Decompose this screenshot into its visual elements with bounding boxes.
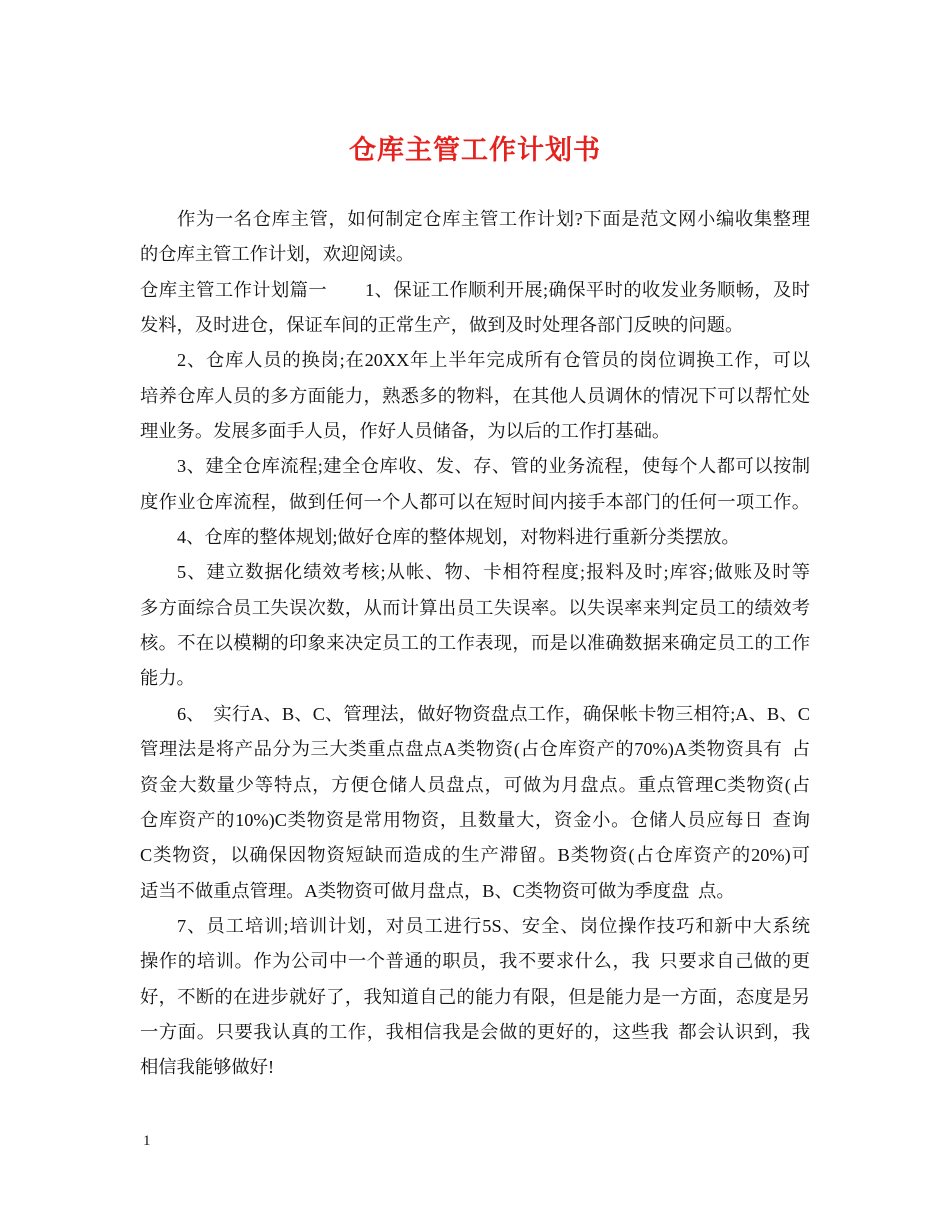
text-line: 相信我能够做好! [140,1057,275,1078]
text-line: 理业务。发展多面手人员，作好人员储备，为以后的工作打基础。 [140,421,671,442]
document-body [140,202,810,1086]
text-line: 管理法是将产品分为三大类重点盘点A类物资(占仓库资产的70%)A类物资具有 占 [140,739,810,760]
text-line: 仓库资产的10%)C类物资是常用物资，且数量大，资金小。仓储人员应每日 查询 [140,809,810,830]
text-line: 资金大数量少等特点，方便仓储人员盘点，可做为月盘点。重点管理C类物资(占 [140,774,810,795]
paragraph-item-1 [140,273,810,344]
text-line: 2、仓库人员的换岗;在20XX年上半年完成所有仓管员的岗位调换工作，可以 [177,350,810,371]
text-line: 能力。 [140,668,195,689]
paragraph-intro [140,202,810,273]
page-number: 1 [143,1133,151,1149]
text-line: 适当不做重点管理。A类物资可做月盘点，B、C类物资可做为季度盘 点。 [140,880,735,901]
text-line: 的仓库主管工作计划，欢迎阅读。 [140,244,415,265]
text-line: 作为一名仓库主管，如何制定仓库主管工作计划?下面是范文网小编收集整理 [177,209,810,229]
text-line: 6、 实行A、B、C、管理法，做好物资盘点工作，确保帐卡物三相符;A、B、C [177,703,810,724]
text-line: 操作的培训。作为公司中一个普通的职员，我不要求什么，我 只要求自己做的更 [140,951,810,972]
paragraph-item-6 [140,697,810,909]
text-line: C类物资，以确保因物资短缺而造成的生产滞留。B类物资(占仓库资产的20%)可 [140,845,810,866]
paragraph-item-3 [140,449,810,520]
section-heading: 仓库主管工作计划篇一 [140,279,328,300]
text-line: 5、建立数据化绩效考核;从帐、物、卡相符程度;报料及时;库容;做账及时等 [177,562,810,583]
text-line: 一方面。只要我认真的工作，我相信我是会做的更好的，这些我 都会认识到，我 [140,1021,810,1042]
paragraph-item-2 [140,343,810,449]
text-line: 多方面综合员工失误次数，从而计算出员工失误率。以失误率来判定员工的绩效考 [140,597,810,618]
text-line: 发料，及时进仓，保证车间的正常生产，做到及时处理各部门反映的问题。 [140,315,744,336]
text-line: 好，不断的在进步就好了，我知道自己的能力有限，但是能力是一方面，态度是另 [140,986,810,1007]
text-line-segment: 1、保证工作顺利开展;确保平时的收发业务顺畅，及时 [365,279,810,300]
text-line: 核。不在以模糊的印象来决定员工的工作表现，而是以准确数据来确定员工的工作 [140,633,810,654]
document-title: 仓库主管工作计划书 [349,135,601,165]
text-line: 4、仓库的整体规划;做好仓库的整体规划，对物料进行重新分类摆放。 [177,527,740,548]
text-line [140,273,810,308]
text-line: 度作业仓库流程，做到任何一个人都可以在短时间内接手本部门的任何一项工作。 [140,491,810,512]
text-line: 培养仓库人员的多方面能力，熟悉多的物料，在其他人员调休的情况下可以帮忙处 [140,385,810,406]
paragraph-item-4 [140,520,810,555]
paragraph-item-7 [140,909,810,1086]
paragraph-item-5 [140,555,810,696]
text-line: 7、员工培训;培训计划，对员工进行5S、安全、岗位操作技巧和新中大系统 [177,915,810,936]
text-line: 3、建全仓库流程;建全仓库收、发、存、管的业务流程，使每个人都可以按制 [177,456,810,477]
